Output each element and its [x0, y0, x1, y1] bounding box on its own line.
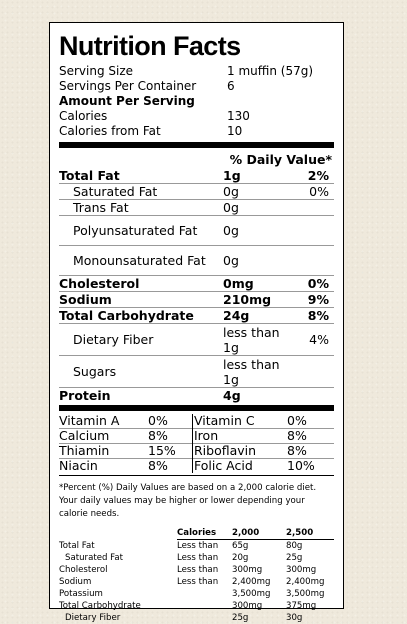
reference-row: [59, 612, 334, 624]
nutrient-daily-value: [291, 356, 334, 388]
nutrient-name: Polyunsaturated Fat: [59, 216, 223, 246]
reference-row: [59, 588, 334, 600]
reference-header-cell: Calories: [177, 527, 232, 540]
reference-condition: [177, 588, 232, 600]
vitamin-name-left: Vitamin A: [59, 413, 120, 428]
nutrient-amount: 4g: [223, 388, 291, 404]
reference-2500: 25g: [286, 553, 303, 563]
vitamin-name-right: Riboflavin: [193, 444, 288, 459]
nutrient-row: [59, 168, 334, 184]
vitamin-value-right: 8%: [287, 444, 334, 459]
reference-header-cell: [59, 527, 177, 540]
nutrient-row: [59, 200, 334, 216]
nutrient-name: Dietary Fiber: [59, 324, 223, 356]
nutrient-daily-value: [291, 246, 334, 276]
nutrient-daily-value: 4%: [291, 324, 334, 356]
vitamin-name-right: Iron: [193, 429, 288, 444]
nutrient-daily-value: 0%: [291, 184, 334, 200]
vitamin-row: [59, 444, 334, 459]
daily-value-header: % Daily Value*: [229, 152, 332, 167]
nutrient-amount: 210mg: [223, 292, 291, 308]
reference-condition: Less than: [177, 577, 219, 587]
vitamin-value-right: 8%: [287, 429, 334, 444]
nutrient-name: Cholesterol: [59, 276, 223, 292]
reference-2000: 20g: [232, 553, 249, 563]
reference-nutrient: Total Fat: [59, 540, 95, 551]
nutrient-name: Monounsaturated Fat: [59, 246, 223, 276]
reference-nutrient: Total Carbohydrate: [59, 601, 141, 611]
nutrient-amount: 0g: [223, 200, 291, 216]
reference-row: [59, 540, 334, 553]
reference-condition: Less than: [177, 565, 219, 575]
calories-label: Calories: [59, 109, 108, 123]
vitamins-table: [59, 414, 334, 473]
nutrient-daily-value: 2%: [307, 168, 329, 183]
nutrient-row: [59, 324, 334, 356]
nutrient-amount: 0g: [223, 216, 291, 246]
calories-from-fat-row: [59, 124, 334, 139]
nutrient-name: Trans Fat: [59, 200, 223, 216]
nutrient-row: [59, 216, 334, 246]
thick-divider: [59, 405, 334, 411]
serving-size-label: Serving Size: [59, 64, 134, 78]
vitamin-value-left: 15%: [148, 444, 193, 459]
nutrient-amount: 0g: [223, 184, 291, 200]
nutrient-name: Saturated Fat: [59, 184, 223, 200]
vitamin-value-left: 0%: [148, 414, 193, 429]
reference-nutrient: Cholesterol: [59, 565, 108, 575]
servings-per-container-value: 6: [227, 79, 235, 93]
nutrient-daily-value: 8%: [291, 308, 334, 324]
nutrients-table: [59, 168, 334, 403]
nutrient-amount: less than 1g: [223, 356, 291, 388]
nutrient-name: Protein: [59, 388, 223, 404]
reference-condition: Less than: [177, 541, 219, 551]
nutrient-amount: 24g: [223, 308, 291, 324]
reference-2500: 300mg: [286, 565, 317, 575]
nutrient-row: [59, 246, 334, 276]
thin-divider: [59, 475, 334, 476]
nutrient-row: [59, 388, 334, 404]
nutrient-daily-value: 9%: [291, 292, 334, 308]
nutrient-row: [59, 184, 334, 200]
reference-2000: 300mg: [232, 565, 263, 575]
serving-size-row: [59, 64, 334, 79]
reference-table: [59, 527, 334, 624]
reference-2000: 25g: [232, 613, 249, 623]
vitamin-name-right: Folic Acid: [193, 459, 288, 474]
vitamin-row: [59, 414, 334, 429]
reference-condition: Less than: [177, 553, 219, 563]
reference-2500: 3,500mg: [286, 589, 325, 599]
calories-value: 130: [227, 109, 250, 123]
nutrient-amount: 0g: [223, 246, 291, 276]
vitamin-value-right: 10%: [287, 459, 334, 474]
reference-row: [59, 576, 334, 588]
vitamin-name-left: Calcium: [59, 429, 148, 444]
vitamin-value-left: 8%: [148, 429, 193, 444]
reference-2000: 2,400mg: [232, 577, 271, 587]
reference-nutrient: Dietary Fiber: [65, 613, 121, 623]
servings-per-container-label: Servings Per Container: [59, 79, 197, 93]
nutrient-amount: 0mg: [223, 276, 291, 292]
calories-from-fat-value: 10: [227, 124, 243, 138]
daily-value-footnote: *Percent (%) Daily Values are based on a 2,000 calorie diet. Your daily values may be higher or lower depending your calorie needs.: [59, 483, 317, 519]
nutrient-row: [59, 292, 334, 308]
reference-2000: 300mg: [232, 601, 263, 611]
amount-per-serving-label: Amount Per Serving: [59, 94, 195, 108]
reference-nutrient: Potassium: [59, 589, 103, 599]
reference-nutrient: Sodium: [59, 577, 92, 587]
vitamin-value-left: 8%: [148, 459, 193, 474]
amount-per-serving: [59, 94, 334, 109]
nutrient-name: Total Fat: [59, 168, 120, 183]
reference-2000: 65g: [232, 541, 249, 551]
reference-header-cell: 2,000: [232, 527, 286, 540]
nutrient-daily-value: [291, 388, 334, 404]
reference-2500: 2,400mg: [286, 577, 325, 587]
nutrient-row: [59, 308, 334, 324]
nutrient-amount: 1g: [223, 168, 241, 183]
reference-row: [59, 600, 334, 612]
nutrient-daily-value: [291, 216, 334, 246]
reference-condition: [177, 612, 232, 624]
vitamin-value-right: 0%: [287, 413, 307, 428]
vitamin-row: [59, 429, 334, 444]
reference-2500: 30g: [286, 613, 303, 623]
reference-nutrient: Saturated Fat: [65, 553, 123, 563]
vitamin-name-left: Thiamin: [59, 444, 148, 459]
servings-per-container-row: [59, 79, 334, 94]
nutrient-row: [59, 356, 334, 388]
reference-row: [59, 552, 334, 564]
reference-2500: 375mg: [286, 601, 317, 611]
nutrition-facts-label: [49, 22, 344, 623]
nutrient-daily-value: 0%: [291, 276, 334, 292]
thick-divider: [59, 142, 334, 148]
serving-size-value: 1 muffin (57g): [227, 64, 314, 78]
nutrient-row: [59, 276, 334, 292]
reference-header-cell: 2,500: [286, 527, 334, 540]
vitamin-name-left: Niacin: [59, 459, 148, 474]
label-title: Nutrition Facts: [59, 31, 241, 61]
vitamin-name-right: Vitamin C: [194, 413, 255, 428]
nutrient-name: Total Carbohydrate: [59, 308, 223, 324]
nutrient-name: Sodium: [59, 292, 223, 308]
vitamin-row: [59, 459, 334, 474]
reference-2000: 3,500mg: [232, 589, 271, 599]
reference-condition: [177, 600, 232, 612]
nutrient-daily-value: [291, 200, 334, 216]
calories-row: [59, 109, 334, 124]
nutrient-amount: less than 1g: [223, 324, 291, 356]
calories-from-fat-label: Calories from Fat: [59, 124, 161, 138]
reference-2500: 80g: [286, 541, 303, 551]
nutrient-name: Sugars: [59, 356, 223, 388]
reference-header-row: [59, 527, 334, 540]
reference-row: [59, 564, 334, 576]
